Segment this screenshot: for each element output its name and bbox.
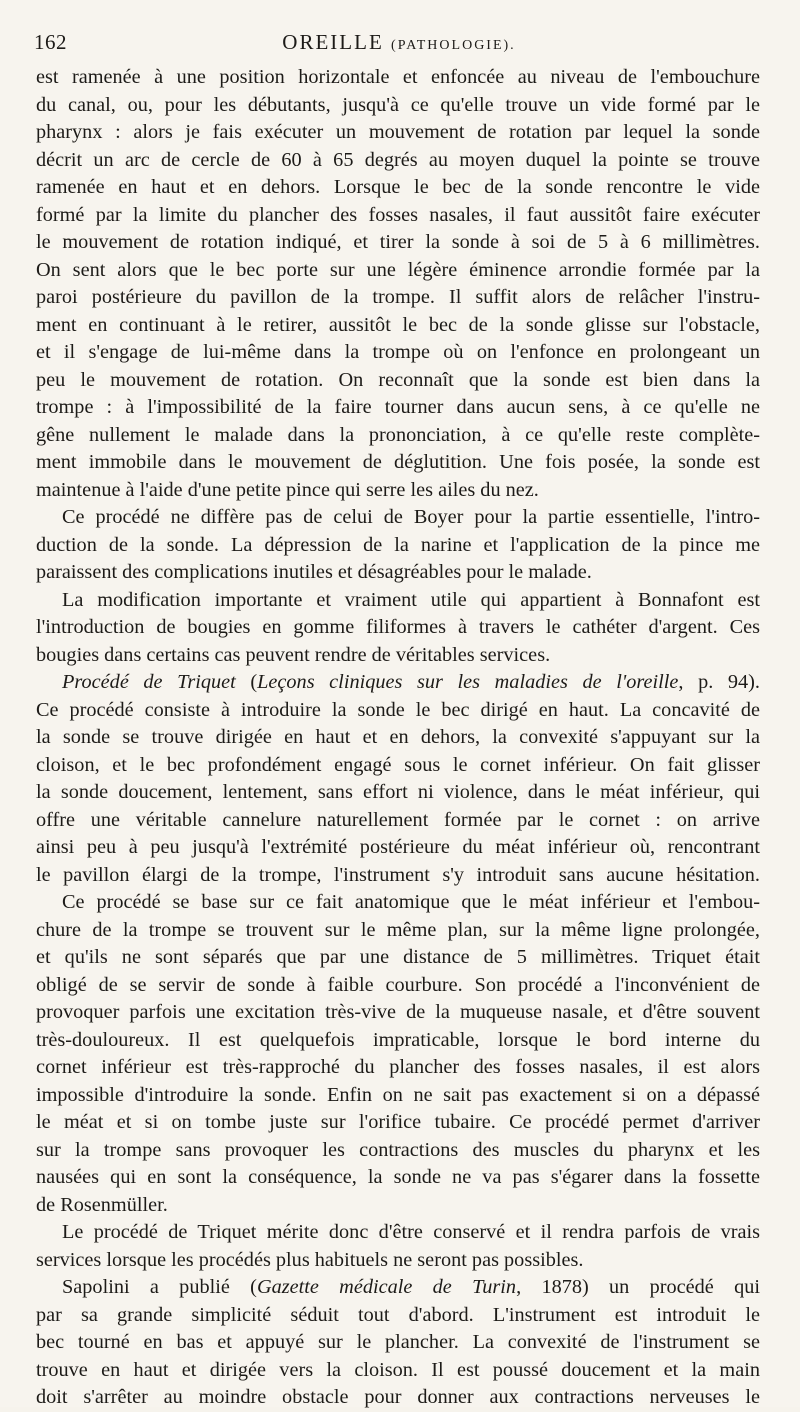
text-segment: maintenue à l'aide d'une petite pince qui serre les ailes du nez.	[36, 478, 539, 501]
text-line	[36, 944, 760, 972]
text-segment: très-douloureux. Il est quelquefois impraticable, lorsque le bord interne du	[36, 1028, 760, 1051]
page-header	[34, 30, 764, 58]
text-segment: duction de la sonde. La dépression de la narine et l'application de la pince me	[36, 533, 760, 556]
text-segment: , p. 94).	[678, 671, 760, 693]
text-line	[36, 1109, 760, 1137]
text-segment: offre une véritable cannelure naturellement formée par le cornet : on arrive	[36, 808, 760, 831]
text-segment: et qu'ils ne sont séparés que par une distance de 5 millimètres. Triquet était	[36, 946, 760, 968]
text-segment: obligé de se servir de sonde à faible courbure. Son procédé a l'inconvénient de	[36, 973, 760, 996]
text-line	[36, 999, 760, 1027]
text-line	[36, 532, 760, 560]
text-line	[36, 229, 760, 257]
text-line	[36, 422, 760, 450]
text-line	[36, 339, 760, 367]
text-segment: du canal, ou, pour les débutants, jusqu'à ce qu'elle trouve un vide formé par le	[36, 93, 760, 116]
text-line	[36, 587, 760, 615]
running-head-subtitle: (PATHOLOGIE).	[391, 38, 516, 53]
italic-text: Leçons cliniques sur les maladies de l'oreille	[257, 671, 679, 693]
text-segment: le mouvement de rotation indiqué, et tirer la sonde à soi de 5 à 6 millimètres.	[36, 231, 760, 253]
text-segment: cloison, et le bec profondément engagé sous le cornet inférieur. On fait glisser	[36, 753, 760, 776]
text-line	[36, 1082, 760, 1110]
text-line	[36, 614, 760, 642]
text-segment: services lorsque les procédés plus habituels ne seront pas possibles.	[36, 1248, 584, 1271]
text-segment: Sapolini a publié (	[62, 1276, 257, 1298]
text-line	[36, 312, 760, 340]
text-line	[36, 1329, 760, 1357]
text-segment: paroi postérieure du pavillon de la trompe. Il suffit alors de relâcher l'instru-	[36, 286, 760, 308]
text-line	[36, 1027, 760, 1055]
text-line	[36, 394, 760, 422]
text-segment: la sonde doucement, lentement, sans effort ni violence, dans le méat inférieur, qui	[36, 781, 760, 803]
text-line	[36, 64, 760, 92]
text-segment: ment en continuant à le retirer, aussitôt le bec de la sonde glisse sur l'obstacle,	[36, 313, 760, 336]
text-segment: impossible d'introduire la sonde. Enfin on ne sait pas exactement si on a dépassé	[36, 1083, 760, 1106]
text-line	[36, 697, 760, 725]
text-segment: décrit un arc de cercle de 60 à 65 degrés au moyen duquel la pointe se trouve	[36, 148, 760, 171]
text-segment: cornet inférieur est très-rapproché du plancher des fosses nasales, il est alors	[36, 1056, 760, 1078]
text-line	[36, 1054, 760, 1082]
bleed-through-marks	[0, 1367, 800, 1407]
text-segment: nausées qui en sont la conséquence, la sonde ne va pas s'égarer dans la fossette	[36, 1166, 760, 1188]
text-segment: et il s'engage de lui-même dans la trompe où on l'enfonce en prolongeant un	[36, 341, 760, 363]
text-line	[36, 807, 760, 835]
text-segment: trompe : à l'impossibilité de la faire tourner dans aucun sens, à ce qu'elle ne	[36, 396, 760, 418]
text-line	[36, 559, 760, 587]
text-segment: paraissent des complications inutiles et désagréables pour le malade.	[36, 561, 592, 583]
text-line	[36, 889, 760, 917]
text-line	[36, 1164, 760, 1192]
text-line	[36, 1274, 760, 1302]
text-line	[36, 147, 760, 175]
text-segment: la sonde se trouve dirigée en haut et en dehors, la convexité s'appuyant sur la	[36, 726, 760, 748]
text-segment: sur la trompe sans provoquer les contractions des muscles du pharynx et les	[36, 1138, 760, 1161]
text-line	[36, 1302, 760, 1330]
text-line	[36, 972, 760, 1000]
italic-text: Procédé de Triquet	[62, 671, 236, 693]
running-head-title: OREILLE	[282, 30, 384, 54]
text-line	[36, 367, 760, 395]
text-line	[36, 1247, 760, 1275]
text-segment: chure de la trompe se trouvent sur le même plan, sur la même ligne prolongée,	[36, 918, 760, 941]
text-line	[36, 862, 760, 890]
text-segment: par sa grande simplicité séduit tout d'abord. L'instrument est introduit le	[36, 1303, 760, 1326]
body-text	[36, 64, 760, 1412]
text-segment: est ramenée à une position horizontale et enfoncée au niveau de l'embouchure	[36, 66, 760, 88]
text-line	[36, 92, 760, 120]
text-line	[36, 917, 760, 945]
text-line	[36, 257, 760, 285]
text-segment: l'introduction de bougies en gomme filiformes à travers le cathéter d'argent. Ces	[36, 616, 760, 638]
text-segment: On sent alors que le bec porte sur une légère éminence arrondie formée par la	[36, 258, 760, 281]
text-segment: doit s'arrêter au moindre obstacle pour donner aux contractions nerveuses le	[36, 1386, 760, 1408]
text-segment: peu le mouvement de rotation. On reconnaît que la sonde est bien dans la	[36, 368, 760, 391]
text-segment: , 1878) un procédé qui	[516, 1276, 760, 1298]
text-line	[36, 642, 760, 670]
text-segment: le pavillon élargi de la trompe, l'instrument s'y introduit sans aucune hésitation.	[36, 863, 760, 886]
text-segment: ment immobile dans le mouvement de déglutition. Une fois posée, la sonde est	[36, 451, 760, 473]
text-segment: de Rosenmüller.	[36, 1193, 168, 1216]
text-line	[36, 284, 760, 312]
text-segment: Ce procédé ne diffère pas de celui de Boyer pour la partie essentielle, l'intro-	[62, 506, 760, 528]
text-segment: provoquer parfois une excitation très-vive de la muqueuse nasale, et d'être souvent	[36, 1001, 760, 1023]
text-segment: formé par la limite du plancher des fosses nasales, il faut aussitôt faire exécuter	[36, 203, 760, 226]
italic-text: Gazette médicale de Turin	[256, 1276, 517, 1298]
text-segment: Ce procédé se base sur ce fait anatomique que le méat inférieur et l'embou-	[62, 891, 760, 913]
text-line	[36, 174, 760, 202]
text-line	[36, 119, 760, 147]
text-segment: bec tourné en bas et appuyé sur le plancher. La convexité de l'instrument se	[36, 1331, 760, 1353]
text-line	[36, 669, 760, 697]
text-line	[36, 477, 760, 505]
text-line	[36, 724, 760, 752]
text-segment: ramenée en haut et en dehors. Lorsque le bec de la sonde rencontre le vide	[36, 176, 760, 198]
text-segment: ainsi peu à peu jusqu'à l'extrémité postérieure du méat inférieur où, rencontrant	[36, 836, 760, 858]
page-number: 162	[34, 30, 67, 54]
text-segment: gêne nullement le malade dans la prononciation, à ce qu'elle reste complète-	[36, 423, 760, 446]
text-segment: Le procédé de Triquet mérite donc d'être conservé et il rendra parfois de vrais	[62, 1221, 760, 1243]
running-head	[34, 30, 764, 55]
text-segment: bougies dans certains cas peuvent rendre de véritables services.	[36, 643, 551, 666]
text-segment: La modification importante et vraiment utile qui appartient à Bonnafont est	[62, 588, 760, 611]
text-line	[36, 752, 760, 780]
text-line	[36, 1192, 760, 1220]
text-line	[36, 202, 760, 230]
text-segment: Ce procédé consiste à introduire la sonde le bec dirigé en haut. La concavité de	[36, 698, 760, 721]
text-line	[36, 779, 760, 807]
text-segment: (	[235, 671, 258, 693]
text-segment: pharynx : alors je fais exécuter un mouvement de rotation par lequel la sonde	[36, 121, 760, 143]
text-line	[36, 1137, 760, 1165]
text-line	[36, 449, 760, 477]
text-line	[36, 1219, 760, 1247]
text-line	[36, 834, 760, 862]
text-segment: trouve en haut et dirigée vers la cloison. Il est poussé doucement et la main	[36, 1358, 760, 1381]
text-line	[36, 504, 760, 532]
text-segment: le méat et si on tombe juste sur l'orifice tubaire. Ce procédé permet d'arriver	[36, 1111, 760, 1133]
